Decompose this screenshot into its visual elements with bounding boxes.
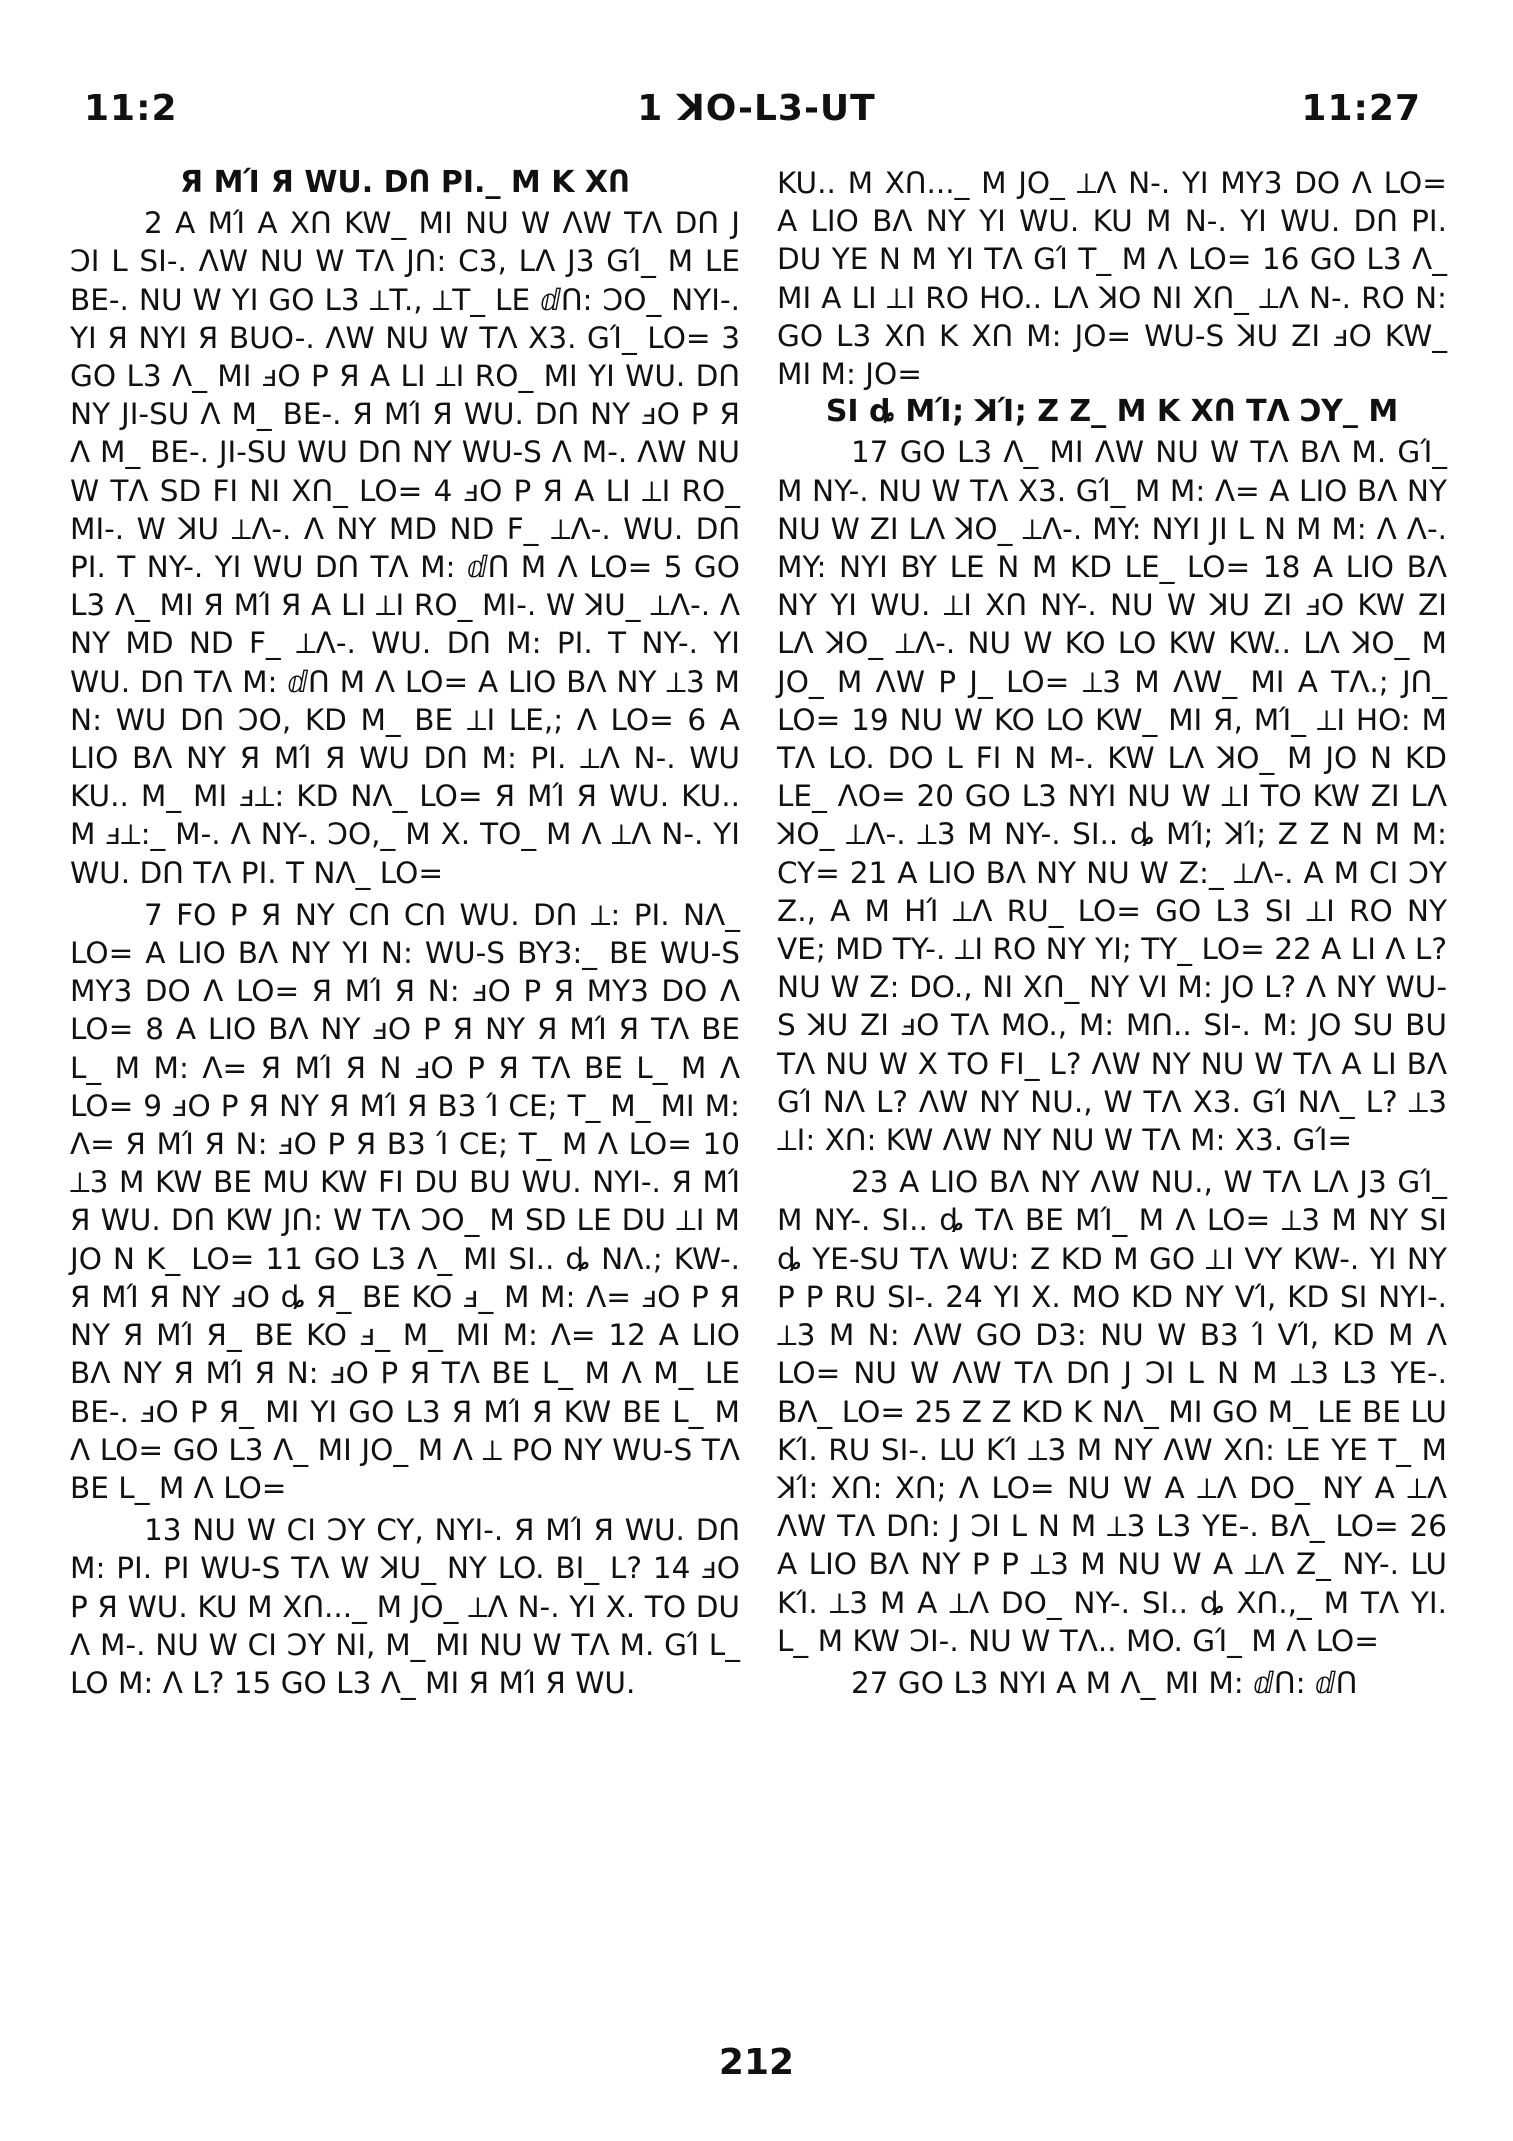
paragraph: 17 GO L3 Λ_ MI ΛW NU W TΛ BΛ M. GΊ_ M NY-. NU W TΛ X3. GΊ_ M M: Λ= A LIO BΛ NY NU W ZI LΛ ꓘO_ ⟂Λ-. MY: NYI JI L N M M: Λ Λ-. MY: NYI BY LE N M KD LE_ LO= 18 A LIO BΛ NY YI WU. ⟂I XՈ NY-. NU W ꓘU ZI ⅎO KW ZI LΛ ꓘO_ ⟂Λ-. NU W KO LO KW KW.. LΛ ꓘO_ M JO_ M ΛW P J_ LO= ⟂3 M ΛW_ MI A TΛ.; JՈ_ LO= 19 NU W KO LO KW_ MI Я, MΊ_ ⟂I HO: M TΛ LO. DO L FI N M-. KW LΛ ꓘO_ M JO N KD LE_ ΛO= 20 GO L3 NYI NU W ⟂I TO KW ZI LΛ ꓘO_ ⟂Λ-. ⟂3 M NY-. SI.. ȡ MΊ; ꓘΊ; Z Z N M M: CY= 21 A LIO BΛ NY NU W Z:_ ⟂Λ-. A M CI ϽY Z., A M HΊ ⟂Λ RU_ LO= GO L3 SI ⟂I RO NY VE; MD TY-. ⟂I RO NY YI; TY_ LO= 22 A LI Λ L? NU W Z: DO., NI XՈ_ NY VI M: JO L? Λ NY WU-S ꓘU ZI ⅎO TΛ MO., M: MՈ.. SI-. M: JO SU BU TΛ NU W X TO FI_ L? ΛW NY NU W TΛ A LI BΛ GΊ NΛ L? ΛW NY NU., W TΛ X3. GΊ NΛ_ L? ⟂3 ⟂I: XՈ: KW ΛW NY NU W TΛ M: X3. GΊ=	[777, 435, 1447, 1158]
paragraph: 2 A MΊ A XՈ KW_ MI NU W ΛW TΛ DՈ J ϽI L SI-. ΛW NU W TΛ JՈ: C3, LΛ J3 GΊ_ M LE BE-. NU W YI GO L3 ⟂T., ⟂T_ LE ⅆՈ: ϽO_ NYI-. YI Я NYI Я BUO-. ΛW NU W TΛ X3. GΊ_ LO= 3 GO L3 Λ_ MI ⅎO P Я A LI ⟂I RO_ MI YI WU. DՈ NY JI-SU Λ M_ BE-. Я MΊ Я WU. DՈ NY ⅎO P Я Λ M_ BE-. JI-SU WU DՈ NY WU-S Λ M-. ΛW NU W TΛ SD FI NI XՈ_ LO= 4 ⅎO P Я A LI ⟂I RO_ MI-. W ꓘU ⟂Λ-. Λ NY MD ND F_ ⟂Λ-. WU. DՈ PI. T NY-. YI WU DՈ TΛ M: ⅆՈ M Λ LO= 5 GO L3 Λ_ MI Я MΊ Я A LI ⟂I RO_ MI-. W ꓘU_ ⟂Λ-. Λ NY MD ND F_ ⟂Λ-. WU. DՈ M: PI. T NY-. YI WU. DՈ TΛ M: ⅆՈ M Λ LO= A LIO BΛ NY ⟂3 M N: WU DՈ ϽO, KD M_ BE ⟂I LE,; Λ LO= 6 A LIO BΛ NY Я MΊ Я WU DՈ M: PI. ⟂Λ N-. WU KU.. M_ MI ⅎ⟂: KD NΛ_ LO= Я MΊ Я WU. KU.. M ⅎ⟂:_ M-. Λ NY-. ϽO,_ M X. TO_ M Λ ⟂Λ N-. YI WU. DՈ TΛ PI. T NΛ_ LO=	[70, 206, 740, 890]
left-column	[70, 164, 740, 1702]
paragraph: 7 FO P Я NY CՈ CՈ WU. DՈ ⟂: PI. NΛ_ LO= A LIO BΛ NY YI N: WU-S BY3:_ BE WU-S MY3 DO Λ LO= Я MΊ Я N: ⅎO P Я MY3 DO Λ LO= 8 A LIO BΛ NY ⅎO P Я NY Я MΊ Я TΛ BE L_ M M: Λ= Я MΊ Я N ⅎO P Я TΛ BE L_ M Λ LO= 9 ⅎO P Я NY Я MΊ Я B3 Ί CE; T_ M_ MI M: Λ= Я MΊ Я N: ⅎO P Я B3 Ί CE; T_ M Λ LO= 10 ⟂3 M KW BE MU KW FI DU BU WU. NYI-. Я MΊ Я WU. DՈ KW JՈ: W TΛ ϽO_ M SD LE DU ⟂I M JO N K_ LO= 11 GO L3 Λ_ MI SI.. ȡ NΛ.; KW-. Я MΊ Я NY ⅎO ȡ Я_ BE KO ⅎ_ M M: Λ= ⅎO P Я NY Я MΊ Я_ BE KO ⅎ_ M_ MI M: Λ= 12 A LIO BΛ NY Я MΊ Я N: ⅎO P Я TΛ BE L_ M Λ M_ LE BE-. ⅎO P Я_ MI YI GO L3 Я MΊ Я KW BE L_ M Λ LO= GO L3 Λ_ MI JO_ M Λ ⟂ PO NY WU-S TΛ BE L_ M Λ LO=	[70, 897, 740, 1505]
header-chapter-verse-right: 11:27	[1301, 88, 1421, 129]
paragraph: 23 A LIO BΛ NY ΛW NU., W TΛ LΛ J3 GΊ_ M NY-. SI.. ȡ TΛ BE MΊ_ M Λ LO= ⟂3 M NY SI ȡ YE-SU TΛ WU: Z KD M GO ⟂I VY KW-. YI NY P P RU SI-. 24 YI X. MO KD NY VΊ, KD SI NYI-. ⟂3 M N: ΛW GO D3: NU W B3 Ί VΊ, KD M Λ LO= NU W ΛW TΛ DՈ J ϽI L N M ⟂3 L3 YE-. BΛ_ LO= 25 Z Z KD K NΛ_ MI GO M_ LE BE LU KΊ. RU SI-. LU KΊ ⟂3 M NY ΛW XՈ: LE YE T_ M ꓘΊ: XՈ: XՈ; Λ LO= NU W A ⟂Λ DO_ NY A ⟂Λ ΛW TΛ DՈ: J ϽI L N M ⟂3 L3 YE-. BΛ_ LO= 26 A LIO BΛ NY P P ⟂3 M NU W A ⟂Λ Z_ NY-. LU KΊ. ⟂3 M A ⟂Λ DO_ NY-. SI.. ȡ XՈ.,_ M TΛ YI. L_ M KW ϽI-. NU W TΛ.. MO. GΊ_ M Λ LO=	[777, 1165, 1447, 1658]
right-column	[777, 164, 1447, 1702]
paragraph: 27 GO L3 NYI A M Λ_ MI M: ⅆՈ: ⅆՈ	[851, 1665, 1358, 1700]
header-book-title: 1 ꓘO-L3-UT	[637, 88, 876, 129]
header-chapter-verse-left: 11:2	[84, 88, 178, 129]
paragraph: KU.. M XՈ..._ M JO_ ⟂Λ N-. YI MY3 DO Λ LO= A LIO BΛ NY YI WU. KU M N-. YI WU. DՈ PI. DU YE N M YI TΛ GΊ T_ M Λ LO= 16 GO L3 Λ_ MI A LI ⟂I RO HO.. LΛ ꓘO NI XՈ_ ⟂Λ N-. RO N: GO L3 XՈ K XՈ M: JO= WU-S ꓘU ZI ⅎO KW_ MI M: JO=	[777, 166, 1447, 392]
page-number: 212	[718, 2042, 795, 2083]
section-heading: SI ȡ MΊ; ꓘΊ; Z Z_ M K XՈ TΛ ϽY_ M	[825, 394, 1399, 430]
paragraph: 13 NU W CI ϽY CY, NYI-. Я MΊ Я WU. DՈ M: PI. PI WU-S TΛ W ꓘU_ NY LO. BI_ L? 14 ⅎO P Я WU. KU M XՈ..._ M JO_ ⟂Λ N-. YI X. TO DU Λ M-. NU W CI ϽY NI, M_ MI NU W TΛ M. GΊ L_ LO M: Λ L? 15 GO L3 Λ_ MI Я MΊ Я WU.	[70, 1513, 740, 1700]
section-heading: Я MΊ Я WU. DՈ PI._ M K XՈ	[180, 165, 630, 200]
